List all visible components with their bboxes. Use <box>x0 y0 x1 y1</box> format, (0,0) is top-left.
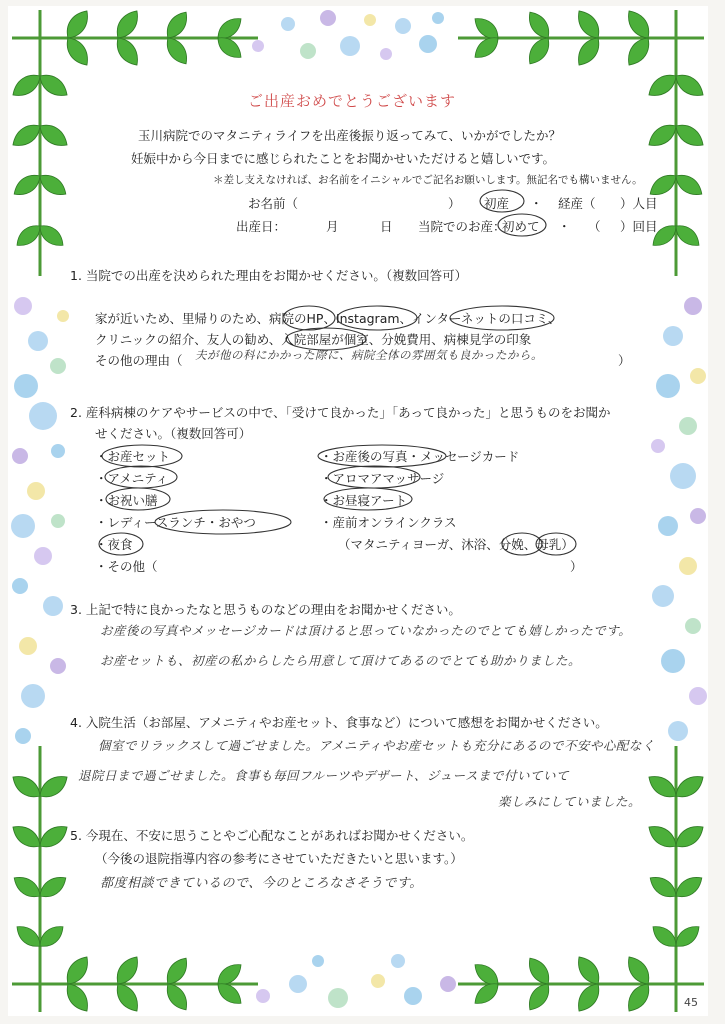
q4-answer-line-1: 個室でリラックスして過ごせました。アメニティやお産セットも充分にあるので不安や心配なく <box>98 738 655 753</box>
q1-options-line-1: 家が近いため、里帰りのため、病院のHP、Instagram、インターネットの口コミ、 <box>95 311 561 326</box>
q2-online-sub: （マタニティヨーガ、沐浴、分娩、母乳） <box>338 537 574 552</box>
q2-item-lunch: ・レディースランチ・おやつ <box>95 515 256 530</box>
q1-other-answer: 夫が他の科にかかった際に、病院全体の雰囲気も良かったから。 <box>195 348 543 362</box>
survey-page <box>8 6 708 1016</box>
q1-options-line-2: クリニックの紹介、友人の勧め、入院部屋が個室、分娩費用、病棟見学の印象 <box>95 332 532 347</box>
question-4: 4. 入院生活（お部屋、アメニティやお産セット、食事など）について感想をお聞かせください。 <box>70 715 608 730</box>
q5-answer: 都度相談できているので、今のところなさそうです。 <box>100 876 423 891</box>
q3-answer-line-2: お産セットも、初産の私からしたら用意して頂けてあるのでとても助かりました。 <box>100 653 582 668</box>
name-label: お名前（ <box>248 196 299 211</box>
birth-month-label: 月 <box>326 219 339 234</box>
question-3: 3. 上記で特に良かったなと思うものなどの理由をお聞かせください。 <box>70 602 461 617</box>
first-birth-option: 初産 <box>484 196 510 211</box>
q3-answer-line-1: お産後の写真やメッセージカードは頂けると思っていなかったのでとても嬉しかったです。 <box>100 623 632 638</box>
birth-row-paren: （ <box>588 219 601 234</box>
multi-birth-close: ）人目 <box>620 196 658 211</box>
question-2-line-1: 2. 産科病棟のケアやサービスの中で、「受けて良かった」「あって良かった」と思うものをお聞か <box>70 405 611 420</box>
q2-item-online: ・産前オンラインクラス <box>320 515 457 530</box>
name-close: ） <box>448 196 461 211</box>
question-1: 1. 当院での出産を決められた理由をお聞かせください。（複数回答可） <box>70 268 468 283</box>
q2-item-aroma: ・アロマアマッサージ <box>320 471 445 486</box>
birth-date-label: 出産日： <box>236 219 287 234</box>
name-row-bullet: ・ <box>530 196 543 211</box>
first-time-option: 初めて <box>502 219 540 234</box>
q2-item-oiwai: ・お祝い膳 <box>95 493 158 508</box>
page-title: ご出産おめでとうございます <box>248 92 457 110</box>
times-label: ）回目 <box>620 219 658 234</box>
intro-line-2: 妊娠中から今日までに感じられたことをお聞かせいただけると嬉しいです。 <box>131 151 556 166</box>
q2-other-close: ） <box>570 559 583 574</box>
q2-item-yashoku: ・夜食 <box>95 537 133 552</box>
q1-other-label: その他の理由（ <box>95 353 183 368</box>
q2-item-photo: ・お産後の写真・メッセージカード <box>320 449 520 464</box>
birth-day-label: 日 <box>380 219 393 234</box>
q2-item-ohirune: ・お昼寝アート <box>320 493 408 508</box>
birth-count-label: 当院でのお産： <box>418 219 506 234</box>
multi-birth-label: 経産（ <box>558 196 596 211</box>
q1-other-close: ） <box>618 353 631 368</box>
q2-item-other: ・その他（ <box>95 559 158 574</box>
question-5: 5. 今現在、不安に思うことやご心配なことがあればお聞かせください。 <box>70 828 474 843</box>
birth-row-bullet: ・ <box>558 219 571 234</box>
q5-sub: （今後の退院指導内容の参考にさせていただきたいと思います。） <box>95 851 463 866</box>
q4-answer-line-2: 退院日まで過ごせました。食事も毎回フルーツやデザート、ジュースまで付いていて <box>78 768 570 783</box>
question-2-line-2: せください。（複数回答可） <box>95 426 252 441</box>
intro-note: ＊差し支えなければ、お名前をイニシャルでご記名お願いします。無記名でも構いません。 <box>213 174 643 186</box>
page-number: 45 <box>684 996 698 1009</box>
intro-line-1: 玉川病院でのマタニティライフを出産後振り返ってみて、いかがでしたか？ <box>138 128 562 143</box>
q4-answer-line-3: 楽しみにしていました。 <box>498 794 642 809</box>
vine-bottom-right <box>458 746 708 1016</box>
q2-item-amenity: ・アメニティ <box>95 471 169 486</box>
q2-item-osan-set: ・お産セット <box>95 449 171 464</box>
